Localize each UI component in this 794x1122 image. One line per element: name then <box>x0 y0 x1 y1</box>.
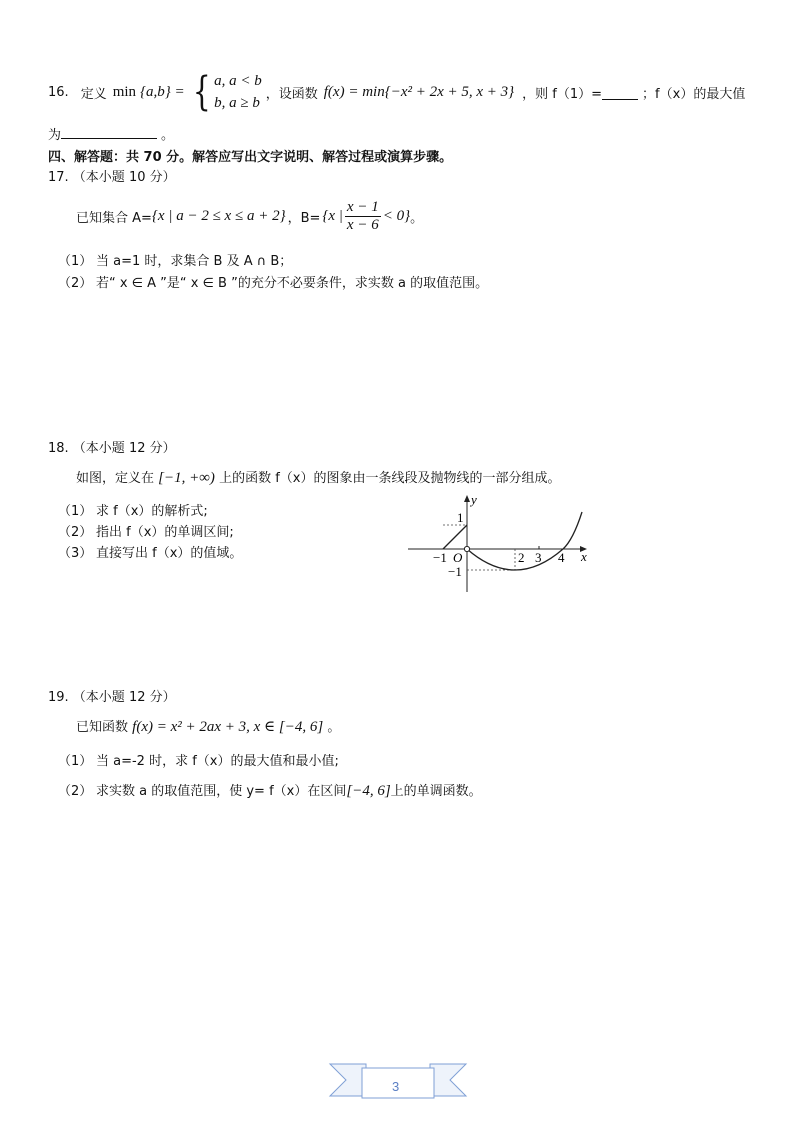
q16-answer-blank-2[interactable] <box>61 124 157 139</box>
q19-part-1 <box>58 750 339 769</box>
q16-line2 <box>48 124 174 143</box>
q16-set-text: ，设函数 <box>265 86 318 102</box>
q17-set-b-pre: {x | <box>322 207 343 224</box>
q17-header: 17. （本小题 10 分） <box>48 170 176 185</box>
graph-tick-label-y1: 1 <box>457 510 464 525</box>
q19-function-def: f(x) = x² + 2ax + 3, x ∈ [−4, 6] <box>132 719 324 735</box>
graph-tick-label-x4: 4 <box>558 550 565 565</box>
q17-intro <box>76 196 423 236</box>
q19-part-1-text: 当 a=-2 时，求 f（x）的最大值和最小值; <box>96 754 339 769</box>
q18-intro-pre: 如图，定义在 <box>76 471 155 486</box>
q18-intro <box>76 467 560 487</box>
q19-part-2 <box>58 780 482 800</box>
graph-origin-label: O <box>453 550 463 565</box>
graph-y-label: y <box>471 492 477 507</box>
q18-part-3 <box>58 542 242 561</box>
q16-define-text: 定义 <box>80 86 107 102</box>
q16-wei-text: 为 <box>48 128 62 143</box>
graph-tick-label-x2: 2 <box>518 550 525 565</box>
q16-piecewise-cases <box>214 70 262 114</box>
q19-part-2-pre: 求实数 a 的取值范围，使 y= f（x）在区间 <box>96 784 347 799</box>
q16-piecewise-brace: { <box>192 69 211 115</box>
q18-part-1 <box>58 500 208 519</box>
q17-part-2-text: 若“ x ∈ A ”是“ x ∈ B ”的充分不必要条件，求实数 a 的取值范围。 <box>96 276 489 291</box>
q16-case2: b, a ≥ b <box>214 95 260 111</box>
q19-part-2-post: 上的单调函数。 <box>390 784 482 799</box>
q19-intro <box>76 716 340 736</box>
q17-set-b-post: < 0} <box>382 207 411 224</box>
graph-parabola <box>467 512 582 570</box>
page-number: 3 <box>392 1079 400 1094</box>
q17-fraction-numerator: x − 1 <box>346 198 379 215</box>
q17-set-a: {x | a − 2 ≤ x ≤ a + 2} <box>151 207 286 224</box>
q16-end-text: 。 <box>161 128 175 143</box>
q18-part-2-number: （2） <box>58 525 93 540</box>
q17-intro-a-text: 已知集合 A= <box>76 210 152 226</box>
graph-tick-label-x3: 3 <box>535 550 542 565</box>
graph-open-point <box>464 546 469 551</box>
q18-domain-interval: [−1, +∞) <box>158 470 215 486</box>
q16-then-text: ，则 f（1）= <box>522 86 603 102</box>
graph-line-segment <box>443 525 467 549</box>
q17-fraction-denominator: x − 6 <box>346 216 379 233</box>
q17-part-1-text: 当 a=1 时，求集合 B 及 A ∩ B； <box>96 254 293 269</box>
q16-function-def: f(x) = min{−x² + 2x + 5, x + 3} <box>323 83 515 100</box>
q19-part-2-number: （2） <box>58 784 93 799</box>
q16-max-text: ；f（x）的最大值 <box>642 86 746 102</box>
q18-part-2-text: 指出 f（x）的单调区间; <box>96 525 234 540</box>
graph-tick-label-xm1: −1 <box>433 550 447 565</box>
q18-header: 18. （本小题 12 分） <box>48 441 176 456</box>
q18-part-2 <box>58 521 234 540</box>
q17-part-1-number: （1） <box>58 254 93 269</box>
q18-part-3-number: （3） <box>58 546 93 561</box>
q16-min-args: {a,b} = <box>140 83 185 100</box>
q18-part-1-number: （1） <box>58 504 93 519</box>
q19-part-1-number: （1） <box>58 754 93 769</box>
q17-intro-end: 。 <box>410 210 424 226</box>
q17-set-b-fraction <box>345 199 381 234</box>
q17-part-2-number: （2） <box>58 276 93 291</box>
ribbon-right-tail <box>430 1064 466 1096</box>
q19-part-2-interval: [−4, 6] <box>346 783 391 799</box>
q18-intro-post: 上的函数 f（x）的图象由一条线段及抛物线的一部分组成。 <box>219 471 561 486</box>
graph-y-axis-arrow <box>464 495 470 502</box>
q16-answer-blank-1[interactable] <box>602 85 638 100</box>
graph-tick-label-ym1: −1 <box>448 564 462 579</box>
q16-case1: a, a < b <box>214 73 262 89</box>
q19-intro-pre: 已知函数 <box>76 720 129 735</box>
q17-part-1 <box>58 250 292 269</box>
q16-min-label: min <box>112 83 137 100</box>
q18-part-1-text: 求 f（x）的解析式; <box>96 504 208 519</box>
q16-line1 <box>48 70 745 114</box>
graph-x-label: x <box>581 549 587 564</box>
q17-part-2 <box>58 272 488 291</box>
q17-intro-b-text: ，B= <box>287 210 321 226</box>
q18-function-graph <box>400 492 600 602</box>
q18-part-3-text: 直接写出 f（x）的值域。 <box>96 546 243 561</box>
ribbon-left-tail <box>330 1064 366 1096</box>
q16-number: 16. <box>48 84 69 100</box>
q19-intro-end: 。 <box>327 720 341 735</box>
q19-header: 19. （本小题 12 分） <box>48 690 176 705</box>
section-4-heading: 四、解答题：共 70 分。解答应写出文字说明、解答过程或演算步骤。 <box>48 150 453 165</box>
